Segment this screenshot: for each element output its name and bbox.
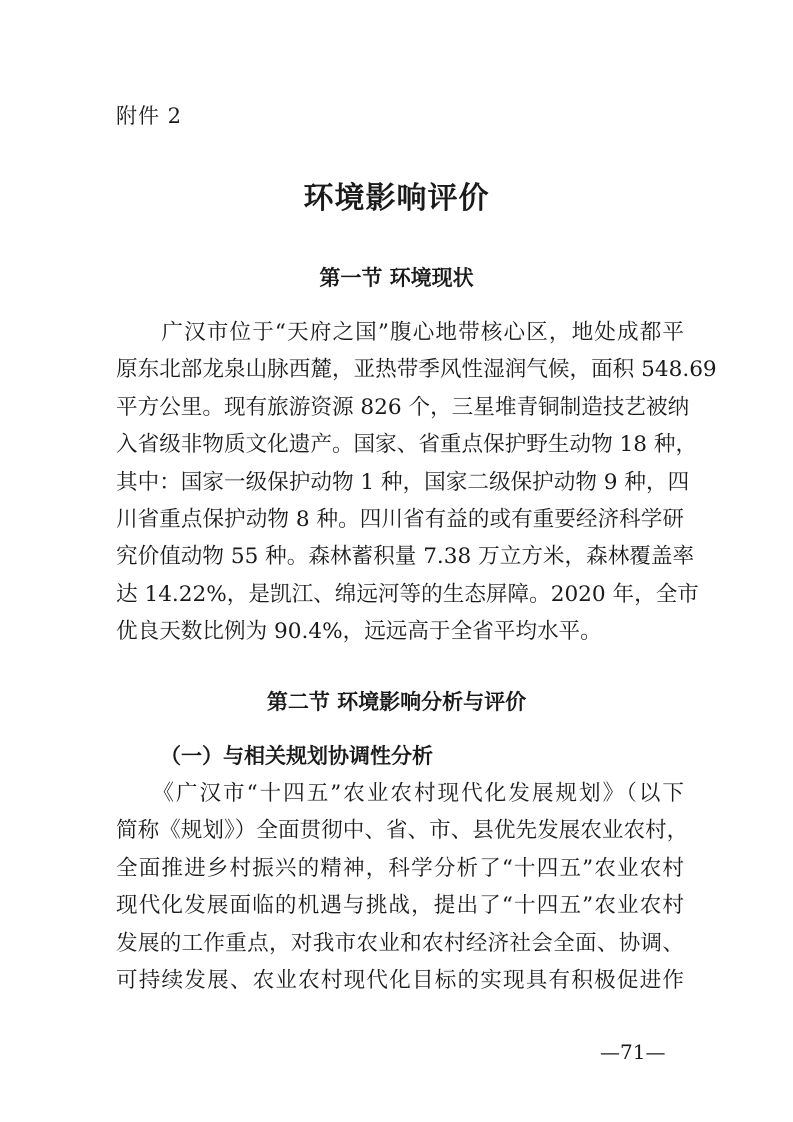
paragraph-line: 可持续发展、农业农村现代化目标的实现具有积极促进作 xyxy=(116,967,684,993)
paragraph-line: 平方公里。现有旅游资源 826 个，三星堆青铜制造技艺被纳 xyxy=(116,394,690,420)
paragraph-line: 达 14.22%，是凯江、绵远河等的生态屏障。2020 年，全市 xyxy=(116,581,699,607)
paragraph-line: 原东北部龙泉山脉西麓，亚热带季风性湿润气候，面积 548.69 xyxy=(116,357,717,383)
paragraph-line: 《广汉市“十四五”农业农村现代化发展规划》（以下 xyxy=(116,781,684,806)
subsection-heading: （一）与相关规划协调性分析 xyxy=(160,743,433,768)
attachment-label: 附件 2 xyxy=(116,104,183,128)
paragraph-line: 其中：国家一级保护动物 1 种，国家二级保护动物 9 种，四 xyxy=(116,469,690,495)
page-number: —71— xyxy=(600,1040,666,1064)
paragraph-line: 广汉市位于“天府之国”腹心地带核心区，地处成都平 xyxy=(116,320,684,345)
paragraph-line: 入省级非物质文化遗产。国家、省重点保护野生动物 18 种， xyxy=(116,432,698,458)
paragraph-line: 简称《规划》）全面贯彻中、省、市、县优先发展农业农村， xyxy=(116,818,689,844)
paragraph-line: 优良天数比例为 90.4%，远远高于全省平均水平。 xyxy=(116,619,602,645)
section-heading-2: 第二节 环境影响分析与评价 xyxy=(266,689,527,714)
paragraph-line: 现代化发展面临的机遇与挑战，提出了“十四五”农业农村 xyxy=(116,893,684,919)
paragraph-line: 川省重点保护动物 8 种。四川省有益的或有重要经济科学研 xyxy=(116,506,684,532)
paragraph-line: 究价值动物 55 种。森林蓄积量 7.38 万立方米，森林覆盖率 xyxy=(116,544,695,570)
paragraph-line: 发展的工作重点，对我市农业和农村经济社会全面、协调、 xyxy=(116,930,684,956)
section-1-paragraph xyxy=(116,314,717,651)
paragraph-line: 全面推进乡村振兴的精神，科学分析了“十四五”农业农村 xyxy=(116,855,684,881)
document-title: 环境影响评价 xyxy=(303,181,490,216)
section-2-paragraph xyxy=(116,775,689,999)
section-heading-1: 第一节 环境现状 xyxy=(319,265,474,290)
